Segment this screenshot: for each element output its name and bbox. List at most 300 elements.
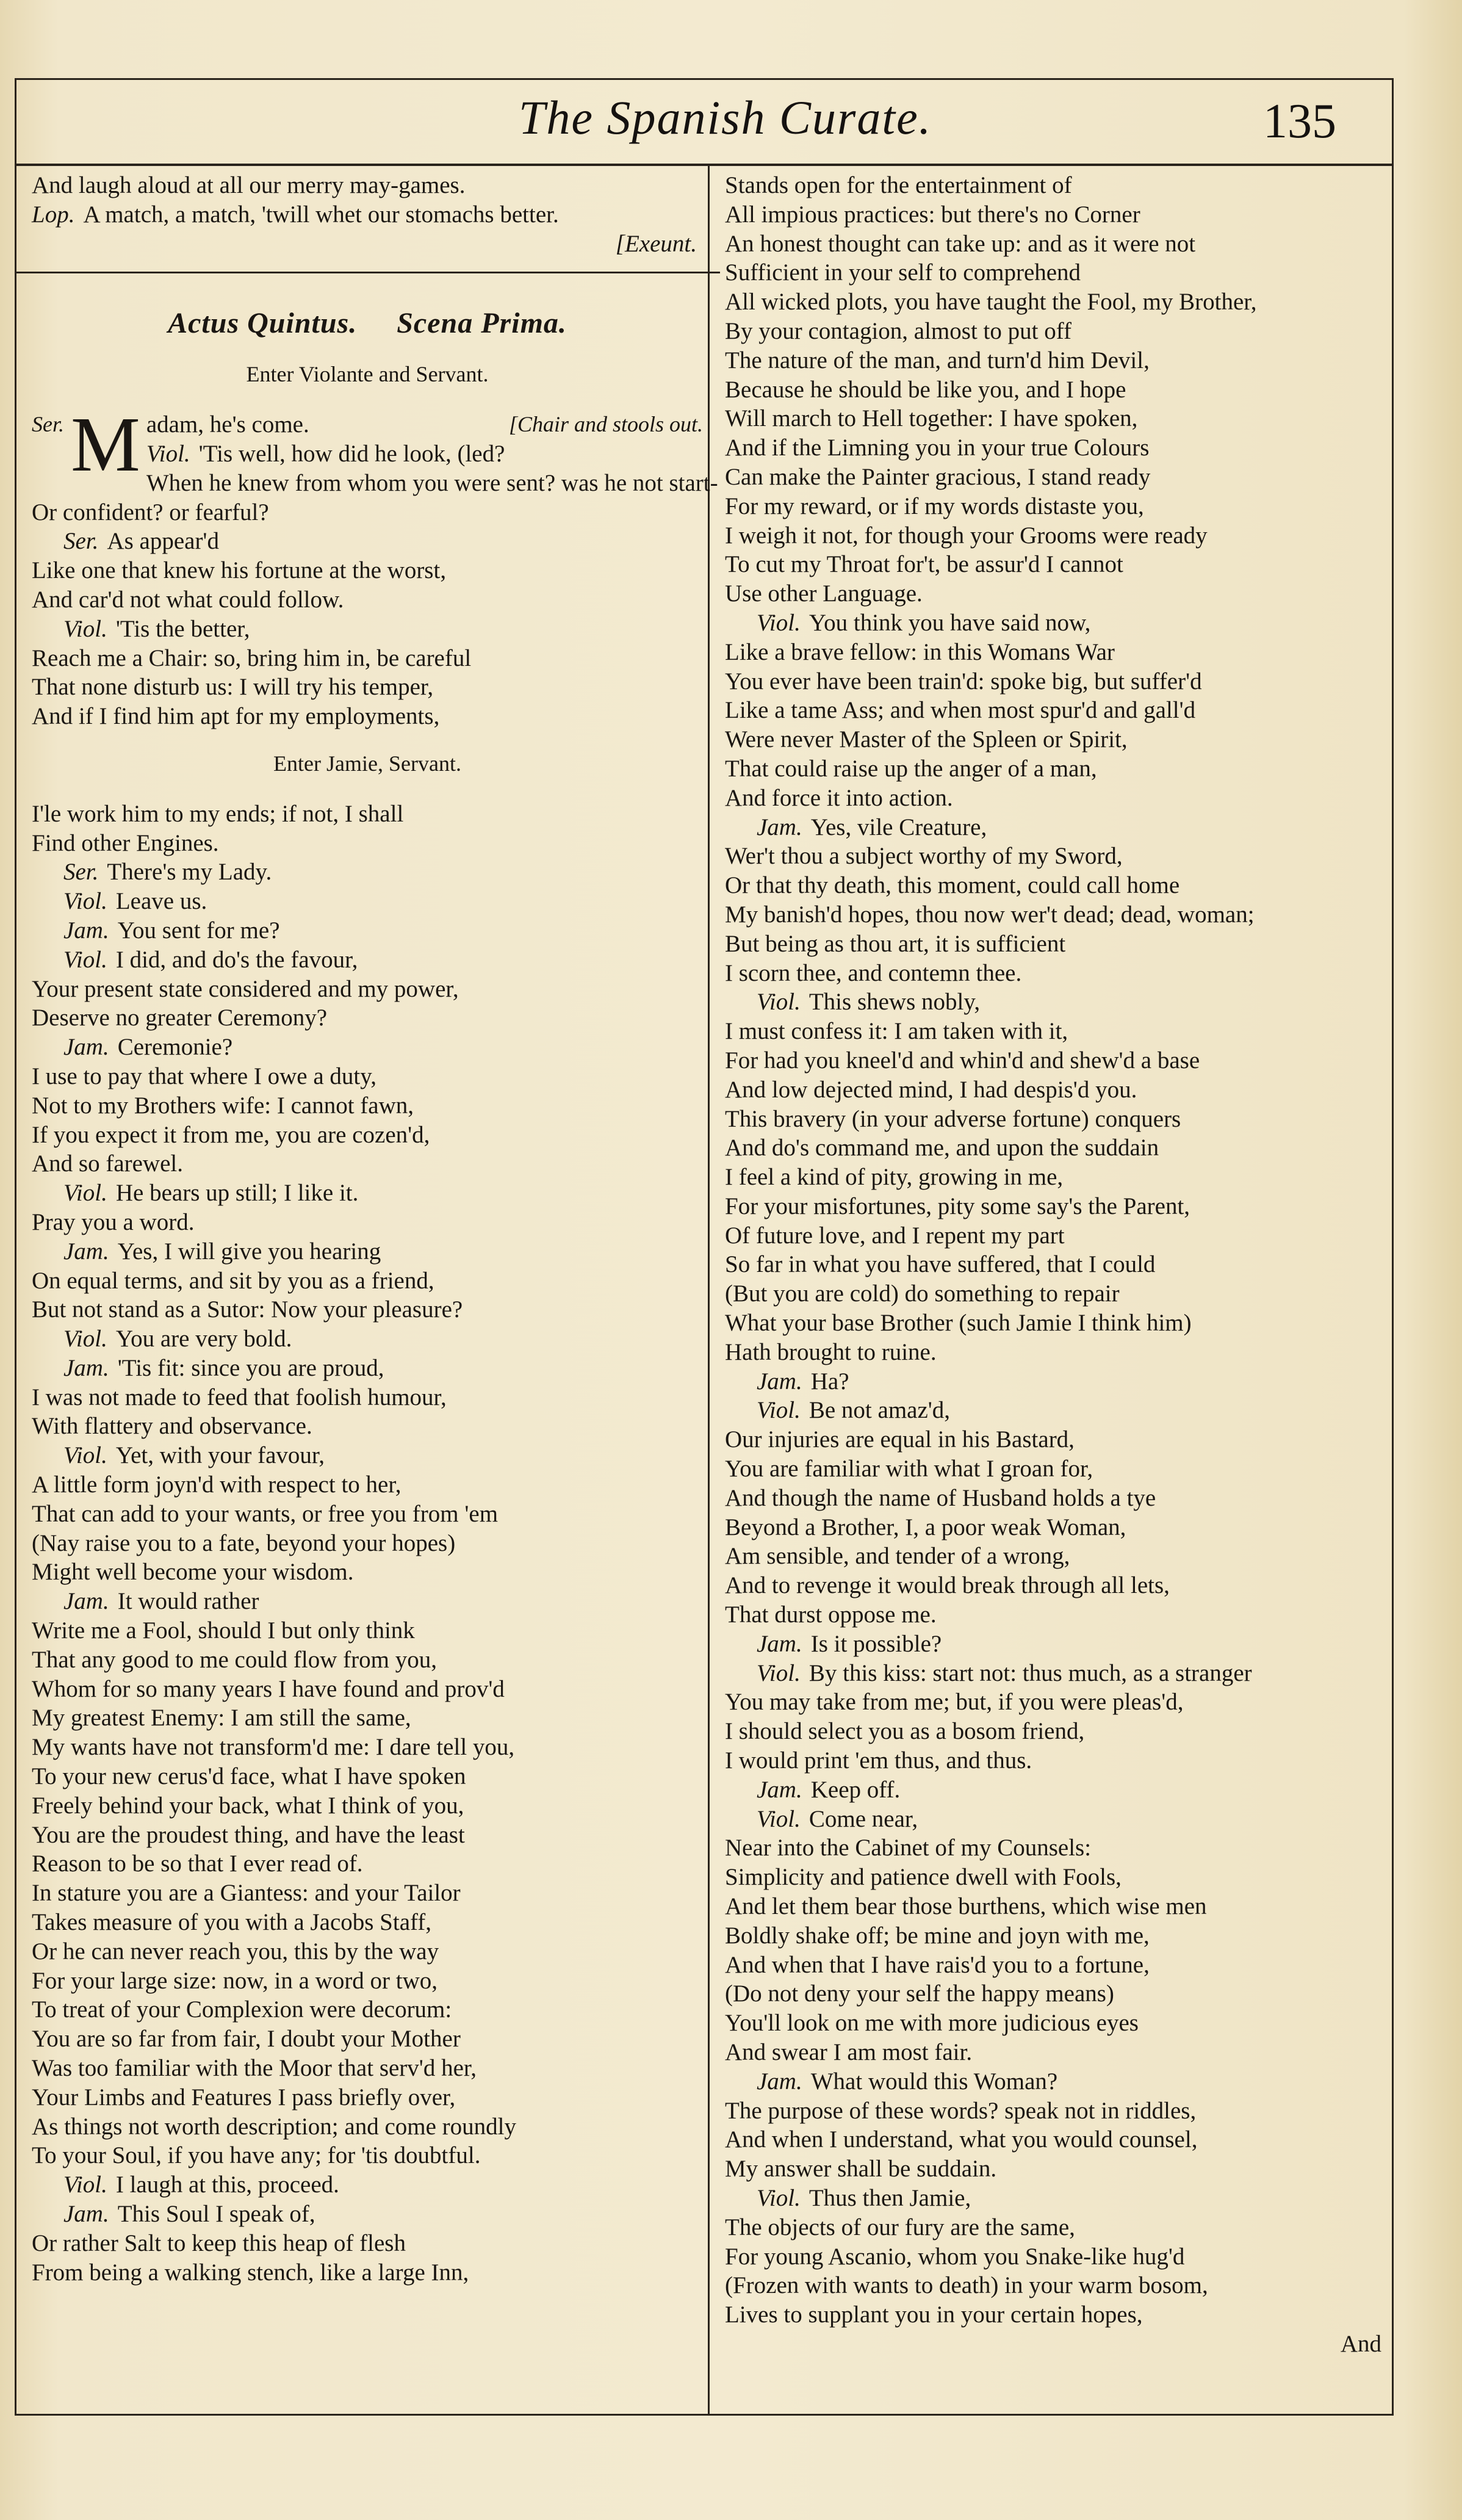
line-text: Can make the Painter gracious, I stand ready (725, 463, 1151, 490)
line-text: As things not worth description; and come roundly (32, 2113, 516, 2140)
line-text: By your contagion, almost to put off (725, 317, 1071, 344)
verse-line (725, 1046, 1390, 1075)
speaker-prefix: Viol. (757, 1805, 801, 1832)
line-text: Beyond a Brother, I, a poor weak Woman, (725, 1514, 1126, 1540)
verse-line (725, 1017, 1390, 1046)
line-text: I should select you as a bosom friend, (725, 1718, 1085, 1745)
line-text: What your base Brother (such Jamie I think him) (725, 1310, 1192, 1337)
verse-line (32, 1762, 703, 1791)
line-text: And if I find him apt for my employments, (32, 703, 440, 730)
running-head (0, 79, 1379, 165)
running-title: The Spanish Curate. (519, 91, 932, 144)
speaker-prefix: Viol. (63, 2172, 107, 2198)
line-text: And so farewel. (32, 1150, 183, 1177)
line-text: For had you kneel'd and whin'd and shew'd a base (725, 1047, 1200, 1074)
verse-line (725, 1571, 1390, 1600)
line-text: Yet, with your favour, (115, 1442, 325, 1469)
verse-line (32, 1033, 703, 1062)
verse-line (725, 229, 1390, 259)
line-text: Thus then Jamie, (808, 2184, 971, 2211)
speaker-prefix: Lop. (32, 201, 75, 228)
speech-block-right (725, 171, 1390, 2330)
line-text: Whom for so many years I have found and prov'd (32, 1675, 505, 1702)
line-text: You sent for me? (117, 917, 280, 944)
line-text: Or that thy death, this moment, could call home (725, 872, 1180, 899)
speech-block-b (32, 800, 703, 2287)
verse-line (32, 439, 703, 469)
line-text: But not stand as a Sutor: Now your pleasure? (32, 1296, 463, 1323)
verse-line (32, 887, 703, 916)
line-text: My greatest Enemy: I am still the same, (32, 1705, 411, 1731)
line-text: And laugh aloud at all our merry may-games. (32, 172, 466, 198)
line-text: This bravery (in your adverse fortune) conquers (725, 1105, 1181, 1132)
verse-line (32, 916, 703, 945)
act-heading (32, 309, 703, 338)
speaker-prefix: Viol. (757, 989, 801, 1016)
line-text: Like one that knew his fortune at the worst, (32, 557, 447, 584)
line-text: The nature of the man, and turn'd him Devil, (725, 347, 1150, 374)
verse-line (725, 2009, 1390, 2038)
line-text: And let them bear those burthens, which wise men (725, 1893, 1207, 1920)
line-text: This shews nobly, (808, 989, 981, 1016)
verse-line (725, 550, 1390, 579)
line-text: You are very bold. (115, 1326, 292, 1352)
verse-line (32, 945, 703, 975)
line-text: From being a walking stench, like a large Inn, (32, 2259, 469, 2286)
speaker-prefix: Viol. (146, 440, 190, 467)
speaker-prefix: Viol. (63, 1326, 107, 1352)
verse-line (32, 1237, 703, 1266)
verse-line (725, 1192, 1390, 1221)
line-text: Reach me a Chair: so, bring him in, be careful (32, 644, 472, 671)
verse-line (32, 556, 703, 585)
verse-line (725, 1892, 1390, 1921)
verse-line (32, 1500, 703, 1529)
verse-line (32, 1733, 703, 1762)
speaker-prefix: Viol. (63, 615, 107, 642)
verse-line (32, 527, 703, 556)
verse-line (725, 1163, 1390, 1192)
line-text: The purpose of these words? speak not in riddles, (725, 2097, 1197, 2124)
verse-line (725, 987, 1390, 1017)
act-title: Actus Quintus. (168, 307, 358, 340)
verse-line (32, 1208, 703, 1237)
speaker-prefix: Jam. (757, 1630, 802, 1657)
entrance-direction: Enter Violante and Servant. (246, 362, 489, 387)
line-text: I weigh it not, for though your Grooms were ready (725, 522, 1208, 549)
line-text: And force it into action. (725, 784, 953, 811)
line-text: Lives to supplant you in your certain hopes, (725, 2302, 1143, 2328)
line-text: Because he should be like you, and I hope (725, 376, 1126, 403)
verse-line (725, 1600, 1390, 1630)
line-text: I scorn thee, and contemn thee. (725, 959, 1022, 986)
verse-line (725, 2184, 1390, 2213)
line-text: For young Ascanio, whom you Snake-like hug'd (725, 2243, 1185, 2270)
line-text: Yes, vile Creature, (810, 814, 987, 840)
line-text: Were never Master of the Spleen or Spirit, (725, 726, 1128, 753)
line-text: I use to pay that where I owe a duty, (32, 1063, 376, 1089)
verse-line (725, 2154, 1390, 2184)
verse-line (725, 842, 1390, 871)
right-column (725, 171, 1390, 2359)
line-text: Ceremonie? (117, 1034, 233, 1061)
line-text: Like a tame Ass; and when most spur'd and gall'd (725, 697, 1196, 724)
speaker-prefix: Ser. (32, 411, 64, 436)
line-text: This Soul I speak of, (117, 2201, 315, 2227)
verse-line (32, 2170, 703, 2200)
line-text: What would this Woman? (810, 2068, 1058, 2095)
line-text: Your present state considered and my power, (32, 975, 459, 1002)
verse-line (725, 1221, 1390, 1251)
line-text: Am sensible, and tender of a wrong, (725, 1543, 1070, 1570)
line-text: Is it possible? (810, 1630, 942, 1657)
line-text: Your Limbs and Features I pass briefly over, (32, 2084, 456, 2110)
verse-line (32, 975, 703, 1004)
verse-line (32, 1821, 703, 1850)
verse-line (725, 1921, 1390, 1951)
verse-line (32, 1003, 703, 1033)
verse-line (32, 1412, 703, 1441)
verse-line (725, 287, 1390, 317)
line-text: Of future love, and I repent my part (725, 1222, 1065, 1249)
line-text: A little form joyn'd with respect to her, (32, 1471, 402, 1498)
line-text: Come near, (808, 1805, 918, 1832)
verse-line (725, 1279, 1390, 1309)
line-text: I feel a kind of pity, growing in me, (725, 1164, 1064, 1191)
line-text: When he knew from whom you were sent? was he not start- (146, 469, 718, 496)
speaker-prefix: Jam. (757, 2068, 802, 2095)
line-text: You are familiar with what I groan for, (725, 1456, 1093, 1482)
verse-line (725, 2242, 1390, 2272)
line-text: Simplicity and patience dwell with Fools, (725, 1864, 1122, 1891)
line-text: Or rather Salt to keep this heap of flesh (32, 2229, 406, 2256)
verse-line (32, 829, 703, 858)
line-text: 'Tis fit: since you are proud, (117, 1354, 384, 1381)
verse-line (32, 800, 703, 829)
speaker-prefix: Jam. (757, 1368, 802, 1395)
verse-line (32, 1121, 703, 1150)
speaker-prefix: Ser. (63, 859, 99, 886)
verse-line (32, 585, 703, 615)
verse-line (725, 725, 1390, 754)
line-text: Like a brave fellow: in this Womans War (725, 638, 1115, 665)
line-text: Takes measure of you with a Jacobs Staff, (32, 1909, 432, 1936)
line-text: Stands open for the entertainment of (725, 172, 1072, 198)
line-text: My banish'd hopes, thou now wer't dead; dead, woman; (725, 901, 1255, 928)
line-text: And to revenge it would break through all lets, (725, 1572, 1170, 1599)
line-text: And low dejected mind, I had despis'd you. (725, 1076, 1137, 1103)
verse-line (725, 1338, 1390, 1367)
line-text: On equal terms, and sit by you as a friend, (32, 1267, 434, 1294)
line-text: (Do not deny your self the happy means) (725, 1980, 1114, 2007)
verse-line (725, 1951, 1390, 1980)
line-text: As appear'd (107, 528, 219, 555)
line-text: So far in what you have suffered, that I could (725, 1251, 1156, 1278)
line-text: I laugh at this, proceed. (115, 2172, 339, 2198)
verse-line (725, 1425, 1390, 1454)
line-text: Pray you a word. (32, 1208, 195, 1235)
verse-line (725, 521, 1390, 551)
line-text: That durst oppose me. (725, 1601, 937, 1628)
line-text: And if the Limning you in your true Colours (725, 435, 1150, 461)
verse-line (32, 1149, 703, 1179)
verse-line (32, 2141, 703, 2170)
line-text: Leave us. (115, 888, 207, 915)
verse-line (32, 1908, 703, 1937)
line-text: To your Soul, if you have any; for 'tis doubtful. (32, 2142, 481, 2169)
verse-line (725, 463, 1390, 492)
verse-line (725, 813, 1390, 842)
line-text: To cut my Throat for't, be assur'd I cannot (725, 551, 1123, 578)
verse-line (32, 1062, 703, 1091)
verse-line (32, 1937, 703, 1966)
speaker-prefix: Jam. (757, 1776, 802, 1803)
line-text: I would print 'em thus, and thus. (725, 1747, 1032, 1774)
speaker-prefix: Viol. (63, 888, 107, 915)
verse-line (725, 2125, 1390, 2154)
verse-line (725, 2096, 1390, 2126)
line-text: By this kiss: start not: thus much, as a stranger (808, 1659, 1252, 1686)
speaker-prefix: Jam. (63, 1034, 109, 1061)
line-text: And do's command me, and upon the suddain (725, 1135, 1159, 1161)
verse-line (725, 200, 1390, 229)
verse-line (32, 1266, 703, 1296)
verse-line (32, 2083, 703, 2112)
column-rule (708, 164, 710, 2416)
verse-line (725, 258, 1390, 287)
verse-line (32, 1587, 703, 1616)
line-text: I was not made to feed that foolish humour, (32, 1384, 447, 1410)
line-text: (Nay raise you to a fate, beyond your hopes) (32, 1529, 456, 1556)
line-text: To your new cerus'd face, what I have spoken (32, 1763, 466, 1790)
verse-line (32, 1791, 703, 1821)
line-text: Reason to be so that I ever read of. (32, 1850, 363, 1877)
verse-line (725, 2038, 1390, 2067)
line-text: And swear I am most fair. (725, 2039, 973, 2065)
verse-line (725, 1396, 1390, 1425)
line-text: Yes, I will give you hearing (117, 1238, 381, 1265)
line-text: Sufficient in your self to comprehend (725, 259, 1081, 286)
line-text: You are the proudest thing, and have the least (32, 1821, 465, 1848)
verse-line (725, 959, 1390, 988)
verse-line (725, 608, 1390, 638)
verse-line (725, 667, 1390, 696)
verse-line (725, 1075, 1390, 1105)
line-text: (Frozen with wants to death) in your warm bosom, (725, 2272, 1208, 2299)
line-text: All wicked plots, you have taught the Fool, my Brother, (725, 289, 1257, 316)
line-text: For my reward, or if my words distaste you, (725, 493, 1144, 519)
line-text: You think you have said now, (808, 609, 1091, 636)
line-text: My wants have not transform'd me: I dare tell you, (32, 1734, 515, 1761)
verse-line (725, 1454, 1390, 1484)
speech-block-a (32, 439, 718, 731)
verse-line (725, 930, 1390, 959)
verse-line (725, 375, 1390, 405)
line-text: I'le work him to my ends; if not, I shall (32, 800, 404, 827)
line-text: For your misfortunes, pity some say's the Parent, (725, 1193, 1190, 1219)
line-text: The objects of our fury are the same, (725, 2214, 1075, 2240)
speaker-prefix: Jam. (63, 917, 109, 944)
line-text: You may take from me; but, if you were pleas'd, (725, 1689, 1184, 1716)
speech-text: adam, he's come. (146, 411, 309, 438)
verse-line (32, 1703, 703, 1733)
verse-line (32, 1324, 703, 1354)
speaker-prefix: Ser. (63, 528, 99, 555)
verse-line (725, 346, 1390, 375)
line-text: That none disturb us: I will try his temper, (32, 674, 434, 701)
line-text: Find other Engines. (32, 829, 219, 856)
line-text: Might well become your wisdom. (32, 1559, 354, 1586)
line-text: That any good to me could flow from you, (32, 1646, 437, 1673)
line-text: But being as thou art, it is sufficient (725, 930, 1066, 957)
line-text: Be not amaz'd, (808, 1397, 951, 1424)
line-text: All impious practices: but there's no Corner (725, 201, 1140, 228)
verse-line (32, 644, 703, 673)
verse-line (725, 2271, 1390, 2300)
line-text: And when I understand, what you would counsel, (725, 2126, 1198, 2153)
verse-line (725, 696, 1390, 725)
verse-line (32, 200, 703, 229)
verse-line (725, 1805, 1390, 1834)
catchword: And (1340, 2330, 1381, 2357)
line-text: And when that I have rais'd you to a fortune, (725, 1951, 1150, 1978)
verse-line (32, 171, 703, 200)
line-text: That can add to your wants, or free you from 'em (32, 1500, 499, 1527)
line-text: I must confess it: I am taken with it, (725, 1018, 1068, 1045)
speaker-prefix: Viol. (757, 1397, 801, 1424)
verse-line (725, 1367, 1390, 1396)
verse-line (32, 1295, 703, 1324)
header-rule (15, 164, 1394, 166)
verse-line (725, 404, 1390, 433)
speaker-prefix: Viol. (757, 609, 801, 636)
scene-title: Scena Prima. (397, 307, 567, 340)
line-text: Write me a Fool, should I but only think (32, 1617, 415, 1644)
verse-line (725, 1979, 1390, 2009)
verse-line (725, 433, 1390, 463)
speaker-prefix: Jam. (757, 814, 802, 840)
verse-line (725, 1833, 1390, 1863)
verse-line (725, 1105, 1390, 1134)
line-text: An honest thought can take up: and as it were not (725, 230, 1196, 257)
line-text: There's my Lady. (107, 859, 272, 886)
verse-line (725, 171, 1390, 200)
line-text: My answer shall be suddain. (725, 2156, 997, 2182)
line-text: Use other Language. (725, 580, 923, 607)
verse-line (32, 1091, 703, 1121)
verse-line (725, 871, 1390, 900)
line-text: Not to my Brothers wife: I cannot fawn, (32, 1092, 414, 1119)
verse-line (725, 2067, 1390, 2096)
verse-line (32, 2229, 703, 2258)
verse-line (32, 1179, 703, 1208)
line-text: That could raise up the anger of a man, (725, 755, 1097, 782)
line-text: Deserve no greater Ceremony? (32, 1005, 328, 1031)
line-text: A match, a match, 'twill whet our stomachs better. (83, 201, 559, 228)
speaker-prefix: Viol. (63, 946, 107, 973)
line-text: With flattery and observance. (32, 1413, 312, 1440)
verse-line (725, 492, 1390, 521)
verse-line (32, 1849, 703, 1879)
verse-line (32, 1966, 703, 1996)
speaker-prefix: Viol. (63, 1442, 107, 1469)
verse-line (32, 1529, 703, 1558)
verse-line (725, 638, 1390, 667)
line-text: Hath brought to ruine. (725, 1338, 937, 1365)
speaker-prefix: Viol. (757, 2184, 801, 2211)
entrance-direction-2: Enter Jamie, Servant. (273, 751, 461, 776)
line-text: Was too familiar with the Moor that serv'd her, (32, 2055, 477, 2082)
verse-line (32, 1616, 703, 1645)
verse-line (725, 784, 1390, 813)
verse-line (725, 1746, 1390, 1775)
line-text: For your large size: now, in a word or two, (32, 1967, 438, 1994)
verse-line (725, 1688, 1390, 1717)
line-text: You ever have been train'd: spoke big, but suffer'd (725, 668, 1202, 695)
drop-capital: M (71, 400, 140, 488)
verse-line (32, 673, 703, 702)
line-text: And though the name of Husband holds a tye (725, 1484, 1156, 1511)
verse-line (725, 1863, 1390, 1892)
line-text: To treat of your Complexion were decorum: (32, 1996, 452, 2023)
verse-line (725, 317, 1390, 346)
verse-line (725, 2213, 1390, 2242)
verse-line (725, 1717, 1390, 1746)
opening-lines (32, 171, 703, 229)
verse-line (725, 2300, 1390, 2330)
verse-line (32, 2024, 703, 2054)
verse-line (32, 702, 703, 731)
line-text: And car'd not what could follow. (32, 586, 344, 613)
verse-line (32, 615, 703, 644)
speaker-prefix: Jam. (63, 2201, 109, 2227)
speaker-prefix: Jam. (63, 1238, 109, 1265)
speaker-prefix: Jam. (63, 1354, 109, 1381)
verse-line (32, 2112, 703, 2142)
line-text: I did, and do's the favour, (115, 946, 358, 973)
stage-direction-chair: [Chair and stools out. (508, 411, 703, 436)
line-text: If you expect it from me, you are cozen'd, (32, 1121, 430, 1148)
verse-line (725, 1133, 1390, 1163)
line-text: (But you are cold) do something to repair (725, 1280, 1120, 1307)
line-text: Freely behind your back, what I think of you, (32, 1792, 464, 1819)
verse-line (32, 2200, 703, 2229)
line-text: It would rather (117, 1588, 259, 1615)
verse-line (32, 2258, 703, 2287)
verse-line (725, 1542, 1390, 1571)
line-text: In stature you are a Giantess: and your Tailor (32, 1880, 461, 1907)
verse-line (32, 857, 703, 887)
line-text: Wer't thou a subject worthy of my Sword, (725, 843, 1123, 870)
verse-line (32, 498, 703, 527)
speaker-prefix: Jam. (63, 1588, 109, 1615)
line-text: Or he can never reach you, this by the way (32, 1938, 439, 1965)
line-text: Boldly shake off; be mine and joyn with me, (725, 1922, 1150, 1949)
verse-line (32, 1645, 703, 1675)
verse-line (725, 1775, 1390, 1805)
verse-line (32, 1441, 703, 1470)
verse-line (725, 1513, 1390, 1542)
verse-line (725, 579, 1390, 608)
line-text: You are so far from fair, I doubt your Mother (32, 2026, 461, 2052)
act-divider-rule (15, 272, 720, 273)
verse-line (725, 1484, 1390, 1513)
page-number: 135 (1263, 95, 1336, 148)
verse-line (725, 1630, 1390, 1659)
verse-line (32, 1675, 703, 1704)
speaker-prefix: Viol. (63, 1180, 107, 1207)
verse-line (32, 1383, 703, 1412)
